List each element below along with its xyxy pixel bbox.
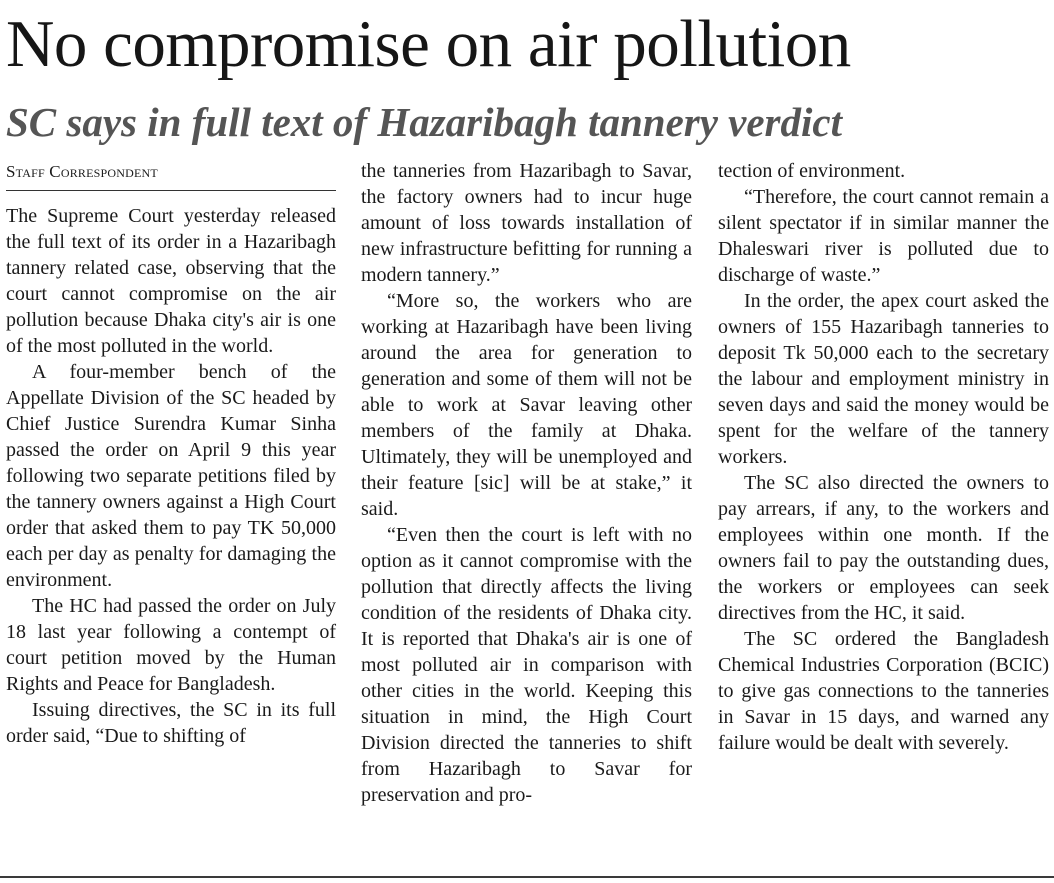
article-column-1 [6,203,336,749]
article-paragraph: The Supreme Court yesterday released the full text of its order in a Hazaribagh tannery related case, observing that the court cannot compromise on the air pollution because Dhaka city's air is one of the most polluted in the world. [6,205,336,357]
article-column-3 [718,158,1049,756]
article-paragraph: The SC ordered the Bangladesh Chemical Industries Corporation (BCIC) to give gas connections to the tanneries in Savar in 15 days, and warned any failure would be dealt with severely. [718,628,1049,754]
article-paragraph: A four-member bench of the Appellate Division of the SC headed by Chief Justice Surendra Kumar Sinha passed the order on April 9 this year following two separate petitions filed by the tannery owners against a High Court order that asked them to pay TK 50,000 each per day as penalty for damaging the environment. [6,361,336,591]
article-paragraph: “Therefore, the court cannot remain a silent spectator if in similar manner the Dhaleswari river is polluted due to discharge of waste.” [718,186,1049,286]
headline: No compromise on air pollution [6,7,851,81]
subheadline: SC says in full text of Hazaribagh tannery verdict [6,99,842,145]
article-paragraph: “Even then the court is left with no option as it cannot compromise with the pollution that directly affects the living condition of the residents of Dhaka city. It is reported that Dhaka's air is one of most polluted air in comparison with other cities in the world. Keeping this situation in mind, the High Court Division directed the tanneries to shift from Hazaribagh to Savar for preservation and pro- [361,524,692,806]
byline: Staff Correspondent [6,162,158,181]
article-paragraph: The SC also directed the owners to pay arrears, if any, to the workers and employees within one month. If the owners fail to pay the outstanding dues, the workers or employees can seek directives from the HC, it said. [718,472,1049,624]
article-paragraph: “More so, the workers who are working at Hazaribagh have been living around the area for generation to generation and some of them will not be able to work at Savar leaving other members of the family at Dhaka. Ultimately, they will be unemployed and their feature [sic] will be at stake,” it said. [361,290,692,520]
article-paragraph: In the order, the apex court asked the owners of 155 Hazaribagh tanneries to deposit Tk 50,000 each to the secretary the labour and employment ministry in seven days and said the money would be spent for the welfare of the tannery workers. [718,290,1049,468]
article-paragraph: tection of environment. [718,160,906,182]
article-column-2 [361,158,692,808]
article-paragraph: the tanneries from Hazaribagh to Savar, the factory owners had to incur huge amount of loss towards installation of new infrastructure befitting for running a modern tannery.” [361,160,692,286]
bottom-divider [0,876,1054,878]
article-paragraph: Issuing directives, the SC in its full order said, “Due to shifting of [6,699,336,747]
article-paragraph: The HC had passed the order on July 18 last year following a contempt of court petition moved by the Human Rights and Peace for Bangladesh. [6,595,336,695]
byline-divider [6,190,336,191]
